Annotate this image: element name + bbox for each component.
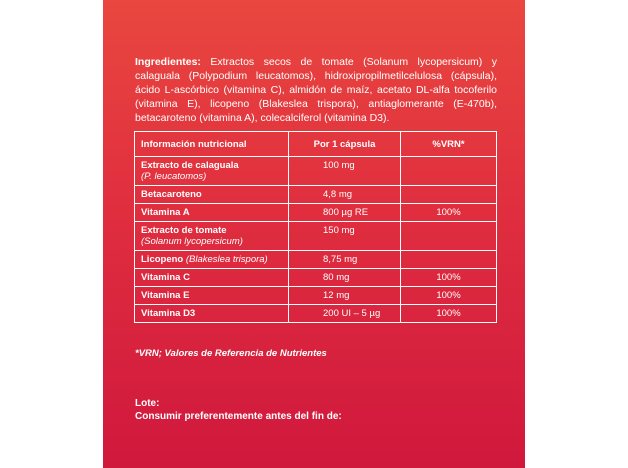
dose-cell: 800 µg RE [289,204,401,222]
vrn-footnote: *VRN; Valores de Referencia de Nutrientes [135,348,327,359]
nutrient-name: Extracto de tomate [141,225,227,236]
dose-cell: 80 mg [289,269,401,287]
nutrient-name-cell [135,305,289,323]
vrn-cell [401,222,497,251]
label-panel [103,0,525,468]
vrn-cell [401,251,497,269]
ingredients-paragraph [135,55,497,125]
vrn-cell: 100% [401,204,497,222]
table-row [135,269,497,287]
nutrient-source: (Blakeslea trispora) [185,254,268,265]
table-row [135,204,497,222]
dose-cell: 200 UI – 5 µg [289,305,401,323]
dose-cell: 12 mg [289,287,401,305]
vrn-cell [401,157,497,186]
nutrient-name-cell [135,186,289,204]
nutrient-name: Licopeno [141,254,184,265]
nutrient-source: (Solanum lycopersicum) [141,236,243,247]
nutrient-name: Vitamina D3 [141,308,196,319]
nutrition-table [134,131,497,323]
vrn-cell: 100% [401,269,497,287]
nutrient-name-cell [135,204,289,222]
nutrient-name: Vitamina A [141,207,190,218]
header-per-capsule: Por 1 cápsula [289,132,401,157]
nutrient-name-cell [135,157,289,186]
table-row [135,186,497,204]
header-nutrition-info: Información nutricional [135,132,289,157]
nutrient-name-cell [135,269,289,287]
nutrient-name-cell [135,287,289,305]
nutrient-name: Betacaroteno [141,189,202,200]
vrn-cell [401,186,497,204]
table-row [135,287,497,305]
batch-label: Lote: [135,398,160,409]
best-before-label: Consumir preferentemente antes del fin de: [135,411,342,422]
dose-cell: 4,8 mg [289,186,401,204]
dose-cell: 100 mg [289,157,401,186]
ingredients-text: Extractos secos de tomate (Solanum lycopersicum) y calaguala (Polypodium leucatomos), hidroxipropilmetilcelulosa (cápsula), ácido L-ascórbico (vitamina C), almidón de maíz, acetato DL-alfa tocoferilo (vitamina E), licopeno (Blakeslea trispora), antiaglomerante (E-470b), betacaroteno (vitamina A), colecalciferol (vitamina D3). [135,55,497,124]
table-header-row [135,132,497,157]
header-vrn: %VRN* [401,132,497,157]
dose-cell: 8,75 mg [289,251,401,269]
nutrient-source: (P. leucatomos) [141,171,207,182]
nutrient-name: Vitamina C [141,272,190,283]
table-row [135,305,497,323]
vrn-cell: 100% [401,287,497,305]
table-row [135,251,497,269]
nutrient-name: Vitamina E [141,290,190,301]
dose-cell: 150 mg [289,222,401,251]
nutrient-name-cell [135,251,289,269]
table-row [135,222,497,251]
ingredients-label: Ingredientes: [135,55,201,68]
table-row [135,157,497,186]
nutrient-name-cell [135,222,289,251]
vrn-cell: 100% [401,305,497,323]
nutrient-name: Extracto de calaguala [141,160,239,171]
